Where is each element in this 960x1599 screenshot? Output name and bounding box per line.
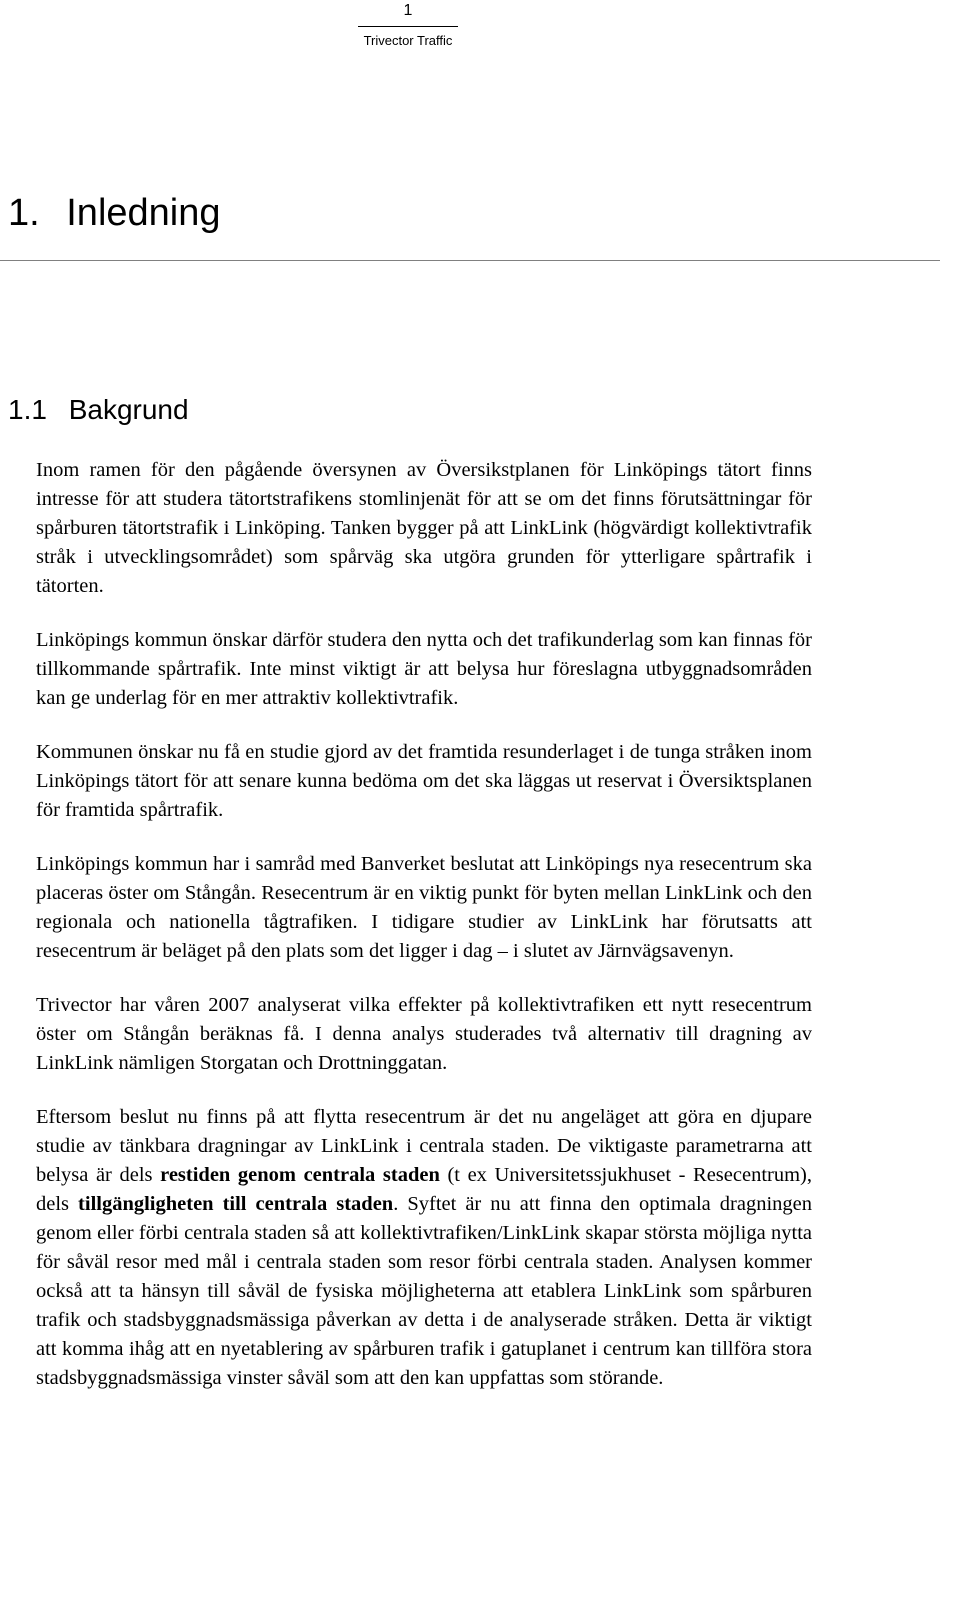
chapter-heading: 1. Inledning bbox=[8, 192, 221, 234]
header-company-name: Trivector Traffic bbox=[363, 33, 453, 48]
section-heading: 1.1 Bakgrund bbox=[8, 394, 189, 425]
page-header bbox=[358, 0, 458, 49]
paragraph-6 bbox=[36, 1103, 812, 1393]
paragraph-1: Inom ramen för den pågående översynen av Översikstplanen för Linköpings tätort finns intresse för att studera tätortstrafikens stomlinjenät för att se om det finns förutsättningar för spårburen tätortstrafik i Linköping. Tanken bygger på att LinkLink (högvärdigt kollektivtrafik stråk i utvecklingsområdet) som spårväg ska utgöra grunden för ytterligare spårtrafik i tätorten. bbox=[36, 459, 812, 597]
body-text bbox=[36, 456, 812, 1418]
paragraph-3: Kommunen önskar nu få en studie gjord av det framtida resunderlaget i de tunga stråken inom Linköpings tätort för att senare kunna bedöma om det ska läggas ut reservat i Översiktsplanen för framtida spårtrafik. bbox=[36, 741, 812, 821]
paragraph-6-text-3: . Syftet är nu att finna den optimala dragningen genom eller förbi centrala staden så att kollektivtrafiken/LinkLink skapar största möjliga nytta för såväl resor med mål i centrala staden som resor förbi centrala staden. Analysen kommer också att ta hänsyn till såväl de fysiska möjligheterna att etablera LinkLink som spårburen trafik och stadsbyggnadsmässiga påverkan av detta i de analyserade stråken. Detta är viktigt att komma ihåg att en nyetablering av spårburen trafik i gatuplanet i centrum kan tillföra stora stadsbyggnadsmässiga vinster såväl som att den kan uppfattas som störande. bbox=[36, 1193, 813, 1389]
paragraph-6-text-2: (t ex Universitetssjukhuset - Resecentrum), dels bbox=[36, 1164, 812, 1215]
paragraph-6-text-1: Eftersom beslut nu finns på att flytta resecentrum är det nu angeläget att göra en djupare studie av tänkbara dragningar av LinkLink i centrala staden. De viktigaste parametrarna att belysa är dels bbox=[36, 1106, 812, 1186]
page-number: 1 bbox=[403, 2, 413, 19]
paragraph-4: Linköpings kommun har i samråd med Banverket beslutat att Linköpings nya resecentrum ska placeras öster om Stångån. Resecentrum är en viktig punkt för byten mellan LinkLink och den regionala och nationella tågtrafiken. I tidigare studier av LinkLink har förutsatts att resecentrum är beläget på den plats som det ligger i dag – i slutet av Järnvägsavenyn. bbox=[36, 853, 812, 962]
chapter-divider bbox=[0, 260, 940, 261]
paragraph-2: Linköpings kommun önskar därför studera den nytta och det trafikunderlag som kan finnas för tillkommande spårtrafik. Inte minst viktigt är att belysa hur föreslagna utbyggnadsområden kan ge underlag för en mer attraktiv kollektivtrafik. bbox=[36, 629, 812, 709]
emphasis-tillgangligheten: tillgängligheten till centrala staden bbox=[78, 1193, 394, 1215]
paragraph-5: Trivector har våren 2007 analyserat vilka effekter på kollektivtrafiken ett nytt resecentrum öster om Stångån beräknas få. I denna analys studerades två alternativ till dragning av LinkLink nämligen Storgatan och Drottninggatan. bbox=[36, 994, 812, 1074]
header-divider bbox=[358, 26, 458, 27]
emphasis-restiden: restiden genom centrala staden bbox=[160, 1164, 440, 1186]
